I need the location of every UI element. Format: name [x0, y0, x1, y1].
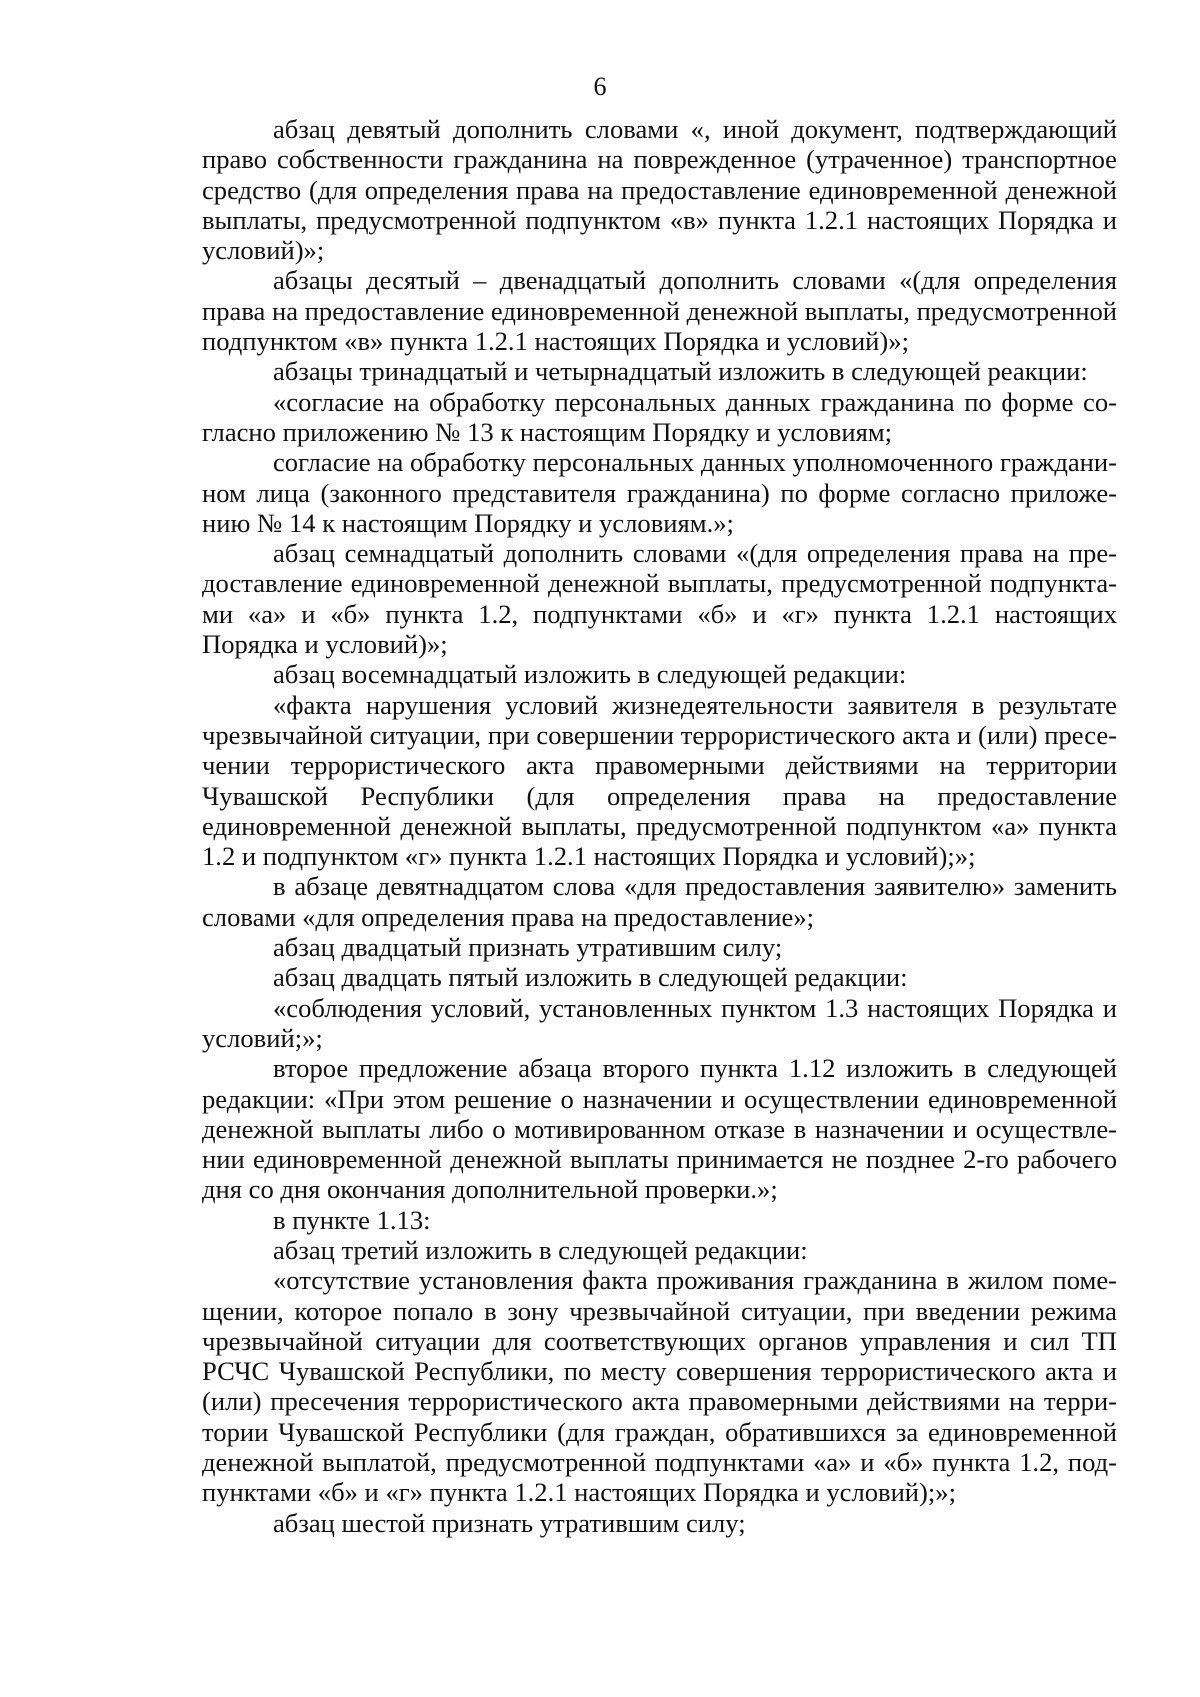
paragraph: «соблюдения условий, установленных пунктом 1.3 настоящих Порядка и условий;»;	[202, 992, 1117, 1053]
paragraph: абзац третий изложить в следующей редакции:	[273, 1234, 808, 1265]
paragraph: абзац восемнадцатый изложить в следующей редакции:	[273, 659, 907, 690]
paragraph: согласие на обработку персональных данных уполномоченного гражданином лица (законного представителя гражданина) по форме согласно приложению № 14 к настоящим Порядку и условиям.»;	[202, 447, 1117, 538]
paragraph: «согласие на обработку персональных данных гражданина по форме согласно приложению № 13 к настоящим Порядку и условиям;	[202, 386, 1117, 447]
paragraph: второе предложение абзаца второго пункта 1.12 изложить в следующей редакции: «При этом решение о назначении и осуществлении единовременной денежной выплаты либо о мотивированном отказе в назначении и осуществлении единовременной денежной выплаты принимается не позднее 2-го рабочего дня со дня окончания дополнительной проверки.»;	[202, 1053, 1117, 1205]
document-body	[202, 114, 1117, 1538]
paragraph: «отсутствие установления факта проживания гражданина в жилом помещении, которое попало в зону чрезвычайной ситуации, при введении режима чрезвычайной ситуации для соответствующих органов управления и сил ТП РСЧС Чувашской Республики, по месту совершения террористического акта и (или) пресечения террористического акта правомерными действиями на территории Чувашской Республики (для граждан, обратившихся за единовременной денежной выплатой, предусмотренной подпунктами «а» и «б» пункта 1.2, подпунктами «б» и «г» пункта 1.2.1 настоящих Порядка и условий);»;	[202, 1265, 1117, 1508]
paragraph: абзац двадцатый признать утратившим силу;	[273, 932, 783, 963]
paragraph: в пункте 1.13:	[273, 1204, 431, 1235]
paragraph: абзацы тринадцатый и четырнадцатый изложить в следующей реакции:	[273, 356, 1088, 387]
paragraph: абзац двадцать пятый изложить в следующей редакции:	[273, 962, 908, 993]
page-number: 6	[593, 72, 607, 101]
paragraph: абзацы десятый – двенадцатый дополнить словами «(для определения права на предоставление единовременной денежной выплаты, предусмотренной подпунктом «в» пункта 1.2.1 настоящих Порядка и условий)»;	[202, 265, 1117, 357]
paragraph: абзац девятый дополнить словами «, иной документ, подтверждающий право собственности гражданина на поврежденное (утраченное) транспортное средство (для определения права на предоставление единовременной денежной выплаты, предусмотренной подпунктом «в» пункта 1.2.1 настоящих Порядка и условий)»;	[202, 114, 1117, 266]
paragraph: в абзаце девятнадцатом слова «для предоставления заявителю» заменить словами «для определения права на предоставление»;	[202, 871, 1117, 932]
paragraph: абзац шестой признать утратившим силу;	[273, 1507, 746, 1538]
paragraph: абзац семнадцатый дополнить словами «(для определения права на предоставление единовременной денежной выплаты, предусмотренной подпунктами «а» и «б» пункта 1.2, подпунктами «б» и «г» пункта 1.2.1 настоящих Порядка и условий)»;	[202, 538, 1117, 660]
paragraph: «факта нарушения условий жизнедеятельности заявителя в результате чрезвычайной ситуации, при совершении террористического акта и (или) пресечении террористического акта правомерными действиями на территории Чувашской Республики (для определения права на предоставление единовременной денежной выплаты, предусмотренной подпунктом «а» пункта 1.2 и подпунктом «г» пункта 1.2.1 настоящих Порядка и условий);»;	[202, 689, 1117, 872]
